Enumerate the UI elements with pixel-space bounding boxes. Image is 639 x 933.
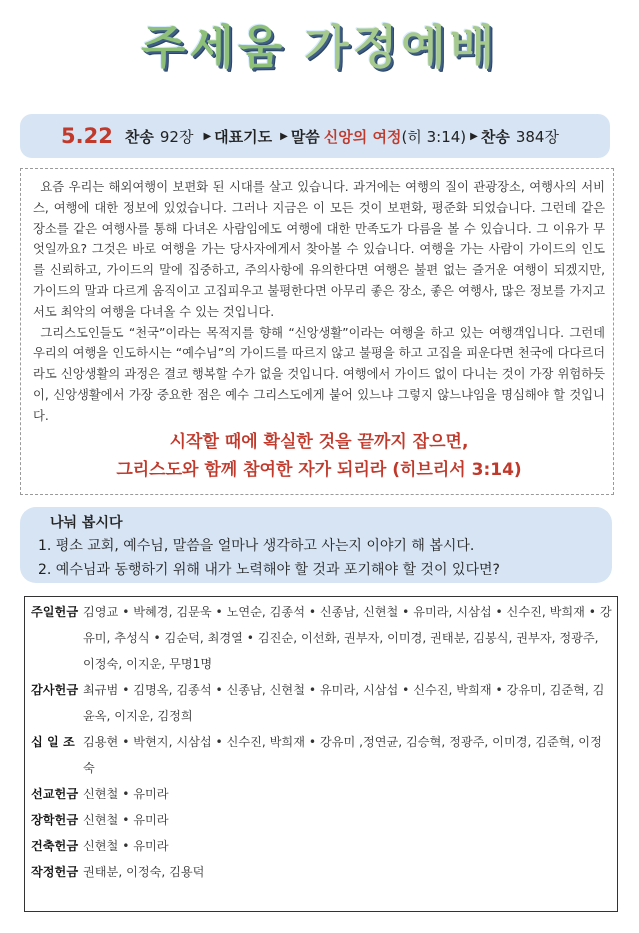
- offering-names: 권태분, 이정숙, 김용덕: [83, 865, 205, 879]
- sermon-paragraph-2: 그리스도인들도 “천국”이라는 목적지를 향해 “신앙생활”이라는 여행을 하고 있는 여행객입니다. 그런데 우리의 여행을 인도하시는 “예수님”의 가이드를 따르지 않고 불평을 하고 고집을 피운다면 천국에 다다르더라도 신앙생활의 과정은 결코 행복할 수가 없을 것입니다. 여행에서 가이드 없이 다니는 것이 가장 위험하듯이, 신앙생활에서 가장 중요한 점은 예수 그리스도에게 붙어 있느냐 그렇지 않느냐임을 명심해야 할 것입니다.: [33, 325, 605, 423]
- sermon-title: 신앙의 여정: [323, 127, 402, 146]
- offering-names: 김용현 • 박현지, 시삼섭 • 신수진, 박희재 • 강유미 ,정연균, 김승혁, 정광주, 이미경, 김준혁, 이정숙: [83, 735, 602, 775]
- key-verse-line-2: 그리스도와 함께 참여한 자가 되리라 (히브리서 3:14): [116, 459, 522, 480]
- discussion-box: [20, 507, 612, 583]
- offering-label: 주일헌금: [31, 605, 79, 619]
- offering-names: 신현철 • 유미라: [83, 813, 169, 827]
- offering-names: 김영교 • 박혜경, 김문욱 • 노연순, 김종석 • 신종남, 신현철 • 유미라, 시삼섭 • 신수진, 박희재 • 강유미, 추성식 • 김순덕, 최경열 • 김진순, 이선화, 권부자, 이미경, 권태분, 김봉식, 권부자, 정광주, 이정숙, 이지운, 무명1명: [83, 605, 612, 671]
- triangle-icon: ▶: [280, 130, 288, 142]
- discussion-question: 2. 예수님과 동행하기 위해 내가 노력해야 할 것과 포기해야 할 것이 있다면?: [38, 562, 500, 578]
- word-label: 말씀: [290, 127, 320, 146]
- offering-row: [31, 599, 613, 677]
- discussion-question: 1. 평소 교회, 예수님, 말씀을 얼마나 생각하고 사는지 이야기 해 봅시다.: [38, 538, 475, 554]
- triangle-icon: ▶: [470, 130, 478, 142]
- discussion-list: [30, 534, 598, 582]
- key-verse-line-1: 시작할 때에 확실한 것을 끝까지 잡으면,: [169, 431, 469, 452]
- title-part2: 가정예배: [304, 20, 499, 74]
- offering-row: [31, 781, 613, 807]
- hymn2-label: 찬송: [480, 127, 510, 146]
- hymn2-number: 384장: [515, 127, 559, 146]
- offering-label: 건축헌금: [31, 839, 79, 853]
- offering-label: 십 일 조: [31, 735, 75, 749]
- offering-names: 신현철 • 유미라: [83, 787, 169, 801]
- sermon-paragraph-1: 요즘 우리는 해외여행이 보편화 된 시대를 살고 있습니다. 과거에는 여행의 질이 관광장소, 여행사의 서비스, 여행에 대한 정보에 있었습니다. 그러나 지금은 이 모든 것이 보편화, 평준화 되었습니다. 그런데 같은 장소를 같은 여행사를 통해 다녀온 사람임에도 여행에 대한 만족도가 다름을 볼 수 있습니다. 그 이유가 무엇일까요? 그것은 바로 여행을 가는 당사자에게서 찾아볼 수 있습니다. 여행을 가는 사람이 가이드의 인도를 신뢰하고, 가이드의 말에 집중하고, 주의사항에 유의한다면 여행은 불편 없는 즐거운 여행이 되겠지만, 가이드의 말과 다르게 움직이고 고집피우고 불평한다면 아무리 좋은 장소, 좋은 여행사, 많은 정보를 가지고서도 최악의 여행을 다녀올 수 있는 것입니다.: [33, 180, 605, 319]
- offering-label: 작정헌금: [31, 865, 79, 879]
- prayer-label: 대표기도: [214, 127, 273, 146]
- offering-row: [31, 677, 613, 729]
- offering-row: [31, 859, 613, 885]
- offering-row: [31, 807, 613, 833]
- hymn1-label: 찬송: [124, 127, 154, 146]
- page-title: [0, 14, 639, 80]
- offering-label: 장학헌금: [31, 813, 79, 827]
- offering-names: 최규범 • 김명옥, 김종석 • 신종남, 신현철 • 유미라, 시삼섭 • 신수진, 박희재 • 강유미, 김준혁, 김윤옥, 이지운, 김정희: [83, 683, 605, 723]
- offering-list: [24, 596, 618, 912]
- worship-date: 5.22: [61, 124, 113, 148]
- sermon-box: [20, 168, 614, 495]
- title-part1: 주세움: [140, 20, 287, 74]
- worship-order-bar: [20, 114, 610, 158]
- offering-names: 신현철 • 유미라: [83, 839, 169, 853]
- offering-row: [31, 729, 613, 781]
- offering-label: 선교헌금: [31, 787, 79, 801]
- discussion-heading: 나눠 봅시다: [50, 515, 123, 531]
- offering-label: 감사헌금: [31, 683, 79, 697]
- offering-row: [31, 833, 613, 859]
- scripture-reference: (히 3:14): [401, 127, 467, 146]
- hymn1-number: 92장: [159, 127, 194, 146]
- triangle-icon: ▶: [203, 130, 212, 142]
